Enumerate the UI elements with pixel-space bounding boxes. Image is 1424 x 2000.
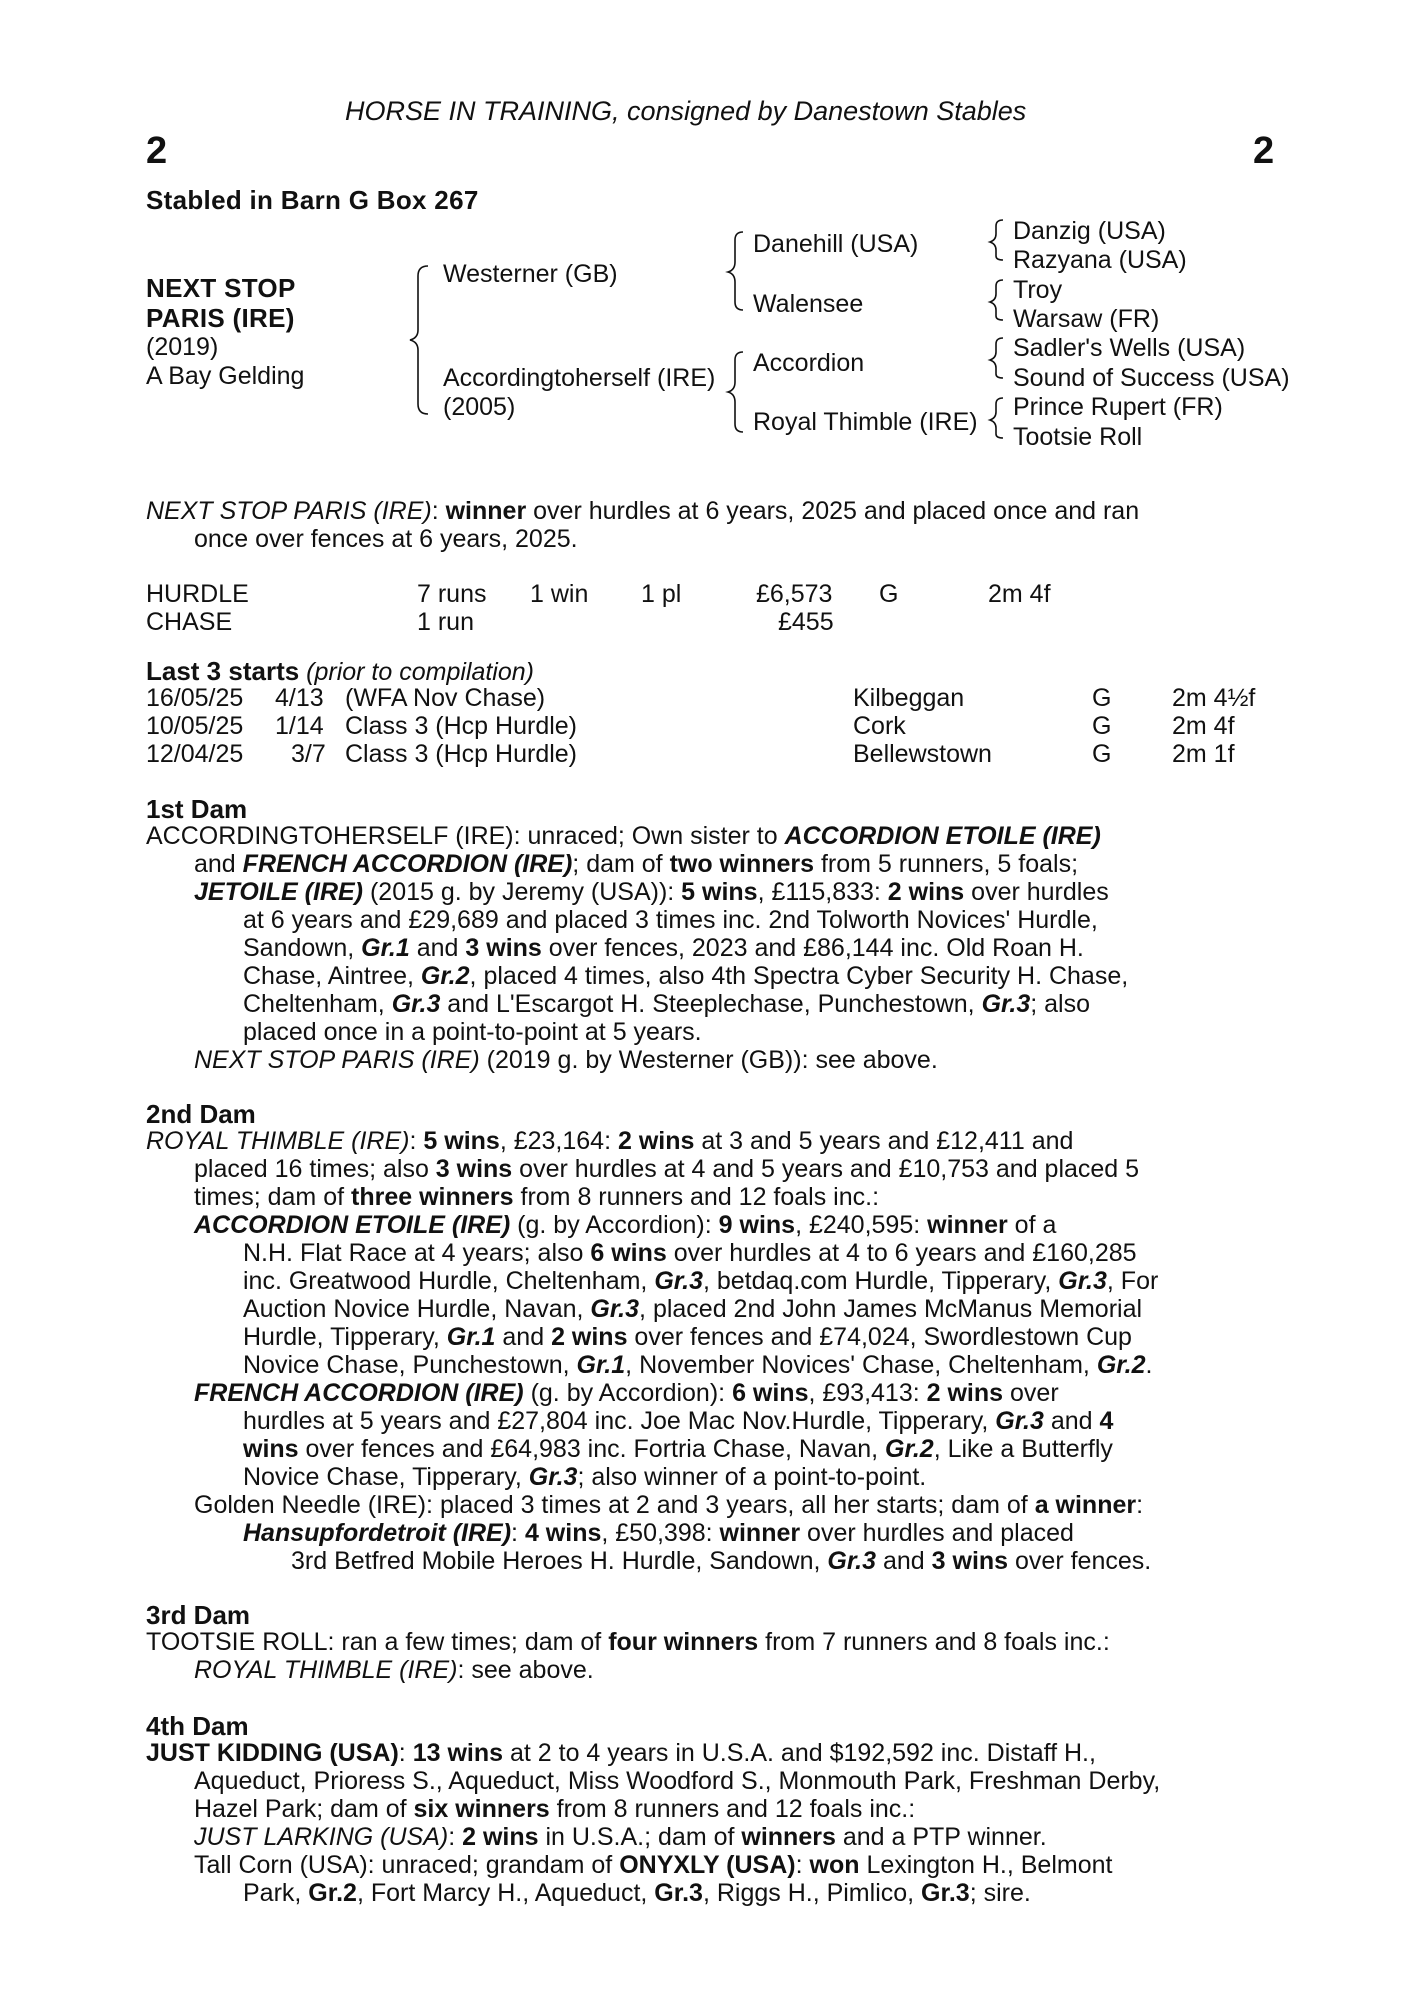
pedigree-dam-dam: Royal Thimble (IRE) bbox=[753, 408, 978, 436]
pedigree-sds: Troy bbox=[1013, 276, 1063, 304]
pedigree-sire: Westerner (GB) bbox=[443, 260, 618, 288]
start-date: 16/05/25 bbox=[146, 684, 244, 712]
dam3-line: ROYAL THIMBLE (IRE): see above. bbox=[194, 1656, 594, 1684]
record-type: HURDLE bbox=[146, 580, 249, 608]
pedigree-dds: Prince Rupert (FR) bbox=[1013, 393, 1223, 421]
dam4-line: JUST LARKING (USA): 2 wins in U.S.A.; dam of winners and a PTP winner. bbox=[194, 1823, 1047, 1851]
dam4-line: Tall Corn (USA): unraced; grandam of ONYXLY (USA): won Lexington H., Belmont bbox=[194, 1851, 1113, 1879]
pedigree-ddd: Tootsie Roll bbox=[1013, 423, 1143, 451]
record-type: CHASE bbox=[146, 608, 233, 636]
pedigree-sss: Danzig (USA) bbox=[1013, 217, 1166, 245]
dam2-line: Hansupfordetroit (IRE): 4 wins, £50,398: winner over hurdles and placed bbox=[243, 1519, 1074, 1547]
dam2-line: hurdles at 5 years and £27,804 inc. Joe Mac Nov.Hurdle, Tipperary, Gr.3 and 4 bbox=[243, 1407, 1114, 1435]
dam2-line: inc. Greatwood Hurdle, Cheltenham, Gr.3, betdaq.com Hurdle, Tipperary, Gr.3, For bbox=[243, 1267, 1159, 1295]
record-runs: 1 run bbox=[417, 608, 474, 636]
pedigree-ssd: Razyana (USA) bbox=[1013, 246, 1187, 274]
horse-name-line1: NEXT STOP bbox=[146, 273, 296, 303]
start-race: Class 3 (Hcp Hurdle) bbox=[345, 740, 578, 768]
dam1-line: JETOILE (IRE) (2015 g. by Jeremy (USA)): 5 wins, £115,833: 2 wins over hurdles bbox=[194, 878, 1109, 906]
pedigree-dam: Accordingtoherself (IRE) bbox=[443, 364, 716, 392]
start-position: 1/14 bbox=[275, 712, 324, 740]
dam4-line: Hazel Park; dam of six winners from 8 runners and 12 foals inc.: bbox=[194, 1795, 916, 1823]
start-date: 12/04/25 bbox=[146, 740, 244, 768]
record-going: G bbox=[879, 580, 899, 608]
dam2-line: ROYAL THIMBLE (IRE): 5 wins, £23,164: 2 wins at 3 and 5 years and £12,411 and bbox=[146, 1127, 1074, 1155]
second-dam-heading: 2nd Dam bbox=[146, 1099, 256, 1129]
pedigree-dam-year: (2005) bbox=[443, 393, 516, 421]
start-distance: 2m 4½f bbox=[1172, 684, 1256, 712]
pedigree-dsd: Sound of Success (USA) bbox=[1013, 364, 1290, 392]
dam2-line: Hurdle, Tipperary, Gr.1 and 2 wins over fences and £74,024, Swordlestown Cup bbox=[243, 1323, 1132, 1351]
dam1-line: ACCORDINGTOHERSELF (IRE): unraced; Own sister to ACCORDION ETOILE (IRE) bbox=[146, 822, 1101, 850]
dam2-line: Novice Chase, Punchestown, Gr.1, November Novices' Chase, Cheltenham, Gr.2. bbox=[243, 1351, 1153, 1379]
start-going: G bbox=[1092, 712, 1112, 740]
dam2-line: N.H. Flat Race at 4 years; also 6 wins over hurdles at 4 to 6 years and £160,285 bbox=[243, 1239, 1137, 1267]
horse-description: A Bay Gelding bbox=[146, 362, 305, 390]
dam2-line: times; dam of three winners from 8 runners and 12 foals inc.: bbox=[194, 1183, 880, 1211]
dam1-line: placed once in a point-to-point at 5 years. bbox=[243, 1018, 702, 1046]
stabled-location: Stabled in Barn G Box 267 bbox=[146, 185, 479, 215]
fourth-dam-heading: 4th Dam bbox=[146, 1711, 249, 1741]
dam1-line: and FRENCH ACCORDION (IRE); dam of two winners from 5 runners, 5 foals; bbox=[194, 850, 1079, 878]
start-course: Cork bbox=[853, 712, 906, 740]
pedigree-sdd: Warsaw (FR) bbox=[1013, 305, 1160, 333]
start-race: Class 3 (Hcp Hurdle) bbox=[345, 712, 578, 740]
dam4-line: Park, Gr.2, Fort Marcy H., Aqueduct, Gr.3, Riggs H., Pimlico, Gr.3; sire. bbox=[243, 1879, 1031, 1907]
dam2-line: FRENCH ACCORDION (IRE) (g. by Accordion): 6 wins, £93,413: 2 wins over bbox=[194, 1379, 1059, 1407]
third-dam-heading: 3rd Dam bbox=[146, 1600, 251, 1630]
dam2-line: placed 16 times; also 3 wins over hurdles at 4 and 5 years and £10,753 and placed 5 bbox=[194, 1155, 1140, 1183]
start-course: Kilbeggan bbox=[853, 684, 965, 712]
lot-number-left: 2 bbox=[146, 130, 168, 172]
dam1-line: Sandown, Gr.1 and 3 wins over fences, 2023 and £86,144 inc. Old Roan H. bbox=[243, 934, 1084, 962]
record-runs: 7 runs bbox=[417, 580, 487, 608]
start-race: (WFA Nov Chase) bbox=[345, 684, 546, 712]
horse-year: (2019) bbox=[146, 333, 219, 361]
record-distance: 2m 4f bbox=[988, 580, 1051, 608]
start-going: G bbox=[1092, 684, 1112, 712]
start-position: 4/13 bbox=[275, 684, 324, 712]
start-distance: 2m 4f bbox=[1172, 712, 1235, 740]
record-prize: £6,573 bbox=[756, 580, 833, 608]
pedigree-sire-sire: Danehill (USA) bbox=[753, 230, 919, 258]
dam2-line: ACCORDION ETOILE (IRE) (g. by Accordion): 9 wins, £240,595: winner of a bbox=[194, 1211, 1057, 1239]
pedigree-dam-sire: Accordion bbox=[753, 349, 865, 377]
dam2-line: Novice Chase, Tipperary, Gr.3; also winner of a point-to-point. bbox=[243, 1463, 927, 1491]
start-course: Bellewstown bbox=[853, 740, 992, 768]
pedigree-dss: Sadler's Wells (USA) bbox=[1013, 334, 1246, 362]
dam2-line: 3rd Betfred Mobile Heroes H. Hurdle, Sandown, Gr.3 and 3 wins over fences. bbox=[291, 1547, 1152, 1575]
record-prize: £455 bbox=[778, 608, 834, 636]
summary-line1: NEXT STOP PARIS (IRE): winner over hurdles at 6 years, 2025 and placed once and ran bbox=[146, 497, 1140, 525]
page-header: HORSE IN TRAINING, consigned by Danestown Stables bbox=[345, 96, 1027, 126]
first-dam-heading: 1st Dam bbox=[146, 794, 248, 824]
dam1-line: Chase, Aintree, Gr.2, placed 4 times, also 4th Spectra Cyber Security H. Chase, bbox=[243, 962, 1129, 990]
dam4-line: JUST KIDDING (USA): 13 wins at 2 to 4 years in U.S.A. and $192,592 inc. Distaff H., bbox=[146, 1739, 1096, 1767]
start-going: G bbox=[1092, 740, 1112, 768]
pedigree-sire-dam: Walensee bbox=[753, 290, 864, 318]
dam2-line: wins over fences and £64,983 inc. Fortria Chase, Navan, Gr.2, Like a Butterfly bbox=[243, 1435, 1113, 1463]
dam1-line: at 6 years and £29,689 and placed 3 times inc. 2nd Tolworth Novices' Hurdle, bbox=[243, 906, 1098, 934]
dam1-line: Cheltenham, Gr.3 and L'Escargot H. Steeplechase, Punchestown, Gr.3; also bbox=[243, 990, 1090, 1018]
horse-name-line2: PARIS (IRE) bbox=[146, 303, 295, 333]
record-wins: 1 win bbox=[530, 580, 589, 608]
start-distance: 2m 1f bbox=[1172, 740, 1235, 768]
dam2-line: Golden Needle (IRE): placed 3 times at 2 and 3 years, all her starts; dam of a winner: bbox=[194, 1491, 1144, 1519]
record-placed: 1 pl bbox=[641, 580, 682, 608]
last-starts-heading: Last 3 starts (prior to compilation) bbox=[146, 656, 534, 686]
dam2-line: Auction Novice Hurdle, Navan, Gr.3, placed 2nd John James McManus Memorial bbox=[243, 1295, 1143, 1323]
dam4-line: Aqueduct, Prioress S., Aqueduct, Miss Woodford S., Monmouth Park, Freshman Derby, bbox=[194, 1767, 1161, 1795]
dam3-line: TOOTSIE ROLL: ran a few times; dam of four winners from 7 runners and 8 foals inc.: bbox=[146, 1628, 1110, 1656]
start-position: 3/7 bbox=[291, 740, 326, 768]
dam1-line: NEXT STOP PARIS (IRE) (2019 g. by Westerner (GB)): see above. bbox=[194, 1046, 938, 1074]
lot-number-right: 2 bbox=[1253, 130, 1275, 172]
summary-line2: once over fences at 6 years, 2025. bbox=[194, 525, 578, 553]
start-date: 10/05/25 bbox=[146, 712, 244, 740]
